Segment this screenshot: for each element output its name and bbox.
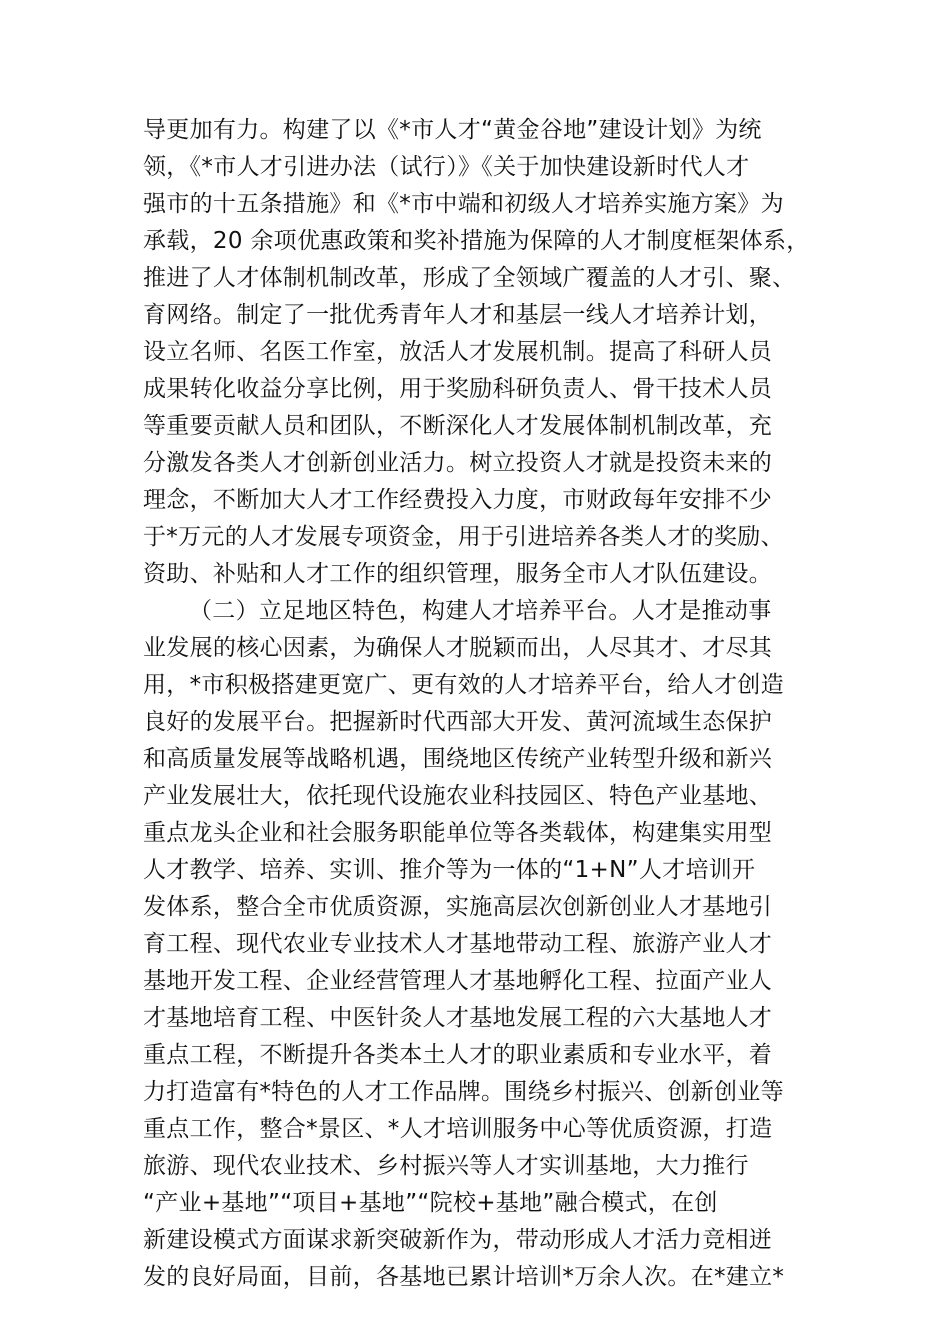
text-line: 育网络。制定了一批优秀青年人才和基层一线人才培养计划， — [143, 302, 773, 328]
text-line: 和高质量发展等战略机遇，围绕地区传统产业转型升级和新兴 — [143, 746, 773, 772]
text-line: 业发展的核心因素，为确保人才脱颖而出，人尽其才、才尽其 — [143, 635, 773, 661]
text-line: 产业发展壮大，依托现代设施农业科技园区、特色产业基地、 — [143, 783, 773, 809]
text-line: 旅游、现代农业技术、乡村振兴等人才实训基地，大力推行 — [143, 1153, 749, 1179]
text-line: 发体系，整合全市优质资源，实施高层次创新创业人才基地引 — [143, 894, 773, 920]
text-line: 分激发各类人才创新创业活力。树立投资人才就是投资未来的 — [143, 450, 773, 476]
text-line: 重点工作，整合*景区、*人才培训服务中心等优质资源，打造 — [143, 1116, 773, 1142]
text-line: 设立名师、名医工作室，放活人才发展机制。提高了科研人员 — [143, 339, 773, 365]
text-line: 发的良好局面，目前，各基地已累计培训*万余人次。在*建立* — [143, 1264, 785, 1290]
text-line: 导更加有力。构建了以《*市人才“黄金谷地”建设计划》为统 — [143, 117, 762, 143]
text-line: 新建设模式方面谋求新突破新作为，带动形成人才活力竞相迸 — [143, 1227, 773, 1253]
text-line: 成果转化收益分享比例，用于奖励科研负责人、骨干技术人员 — [143, 376, 773, 402]
text-line: 才基地培育工程、中医针灸人才基地发展工程的六大基地人才 — [143, 1005, 773, 1031]
text-line: 人才教学、培养、实训、推介等为一体的“1+N”人才培训开 — [143, 857, 756, 883]
text-line: “产业+基地”“项目+基地”“院校+基地”融合模式，在创 — [143, 1190, 718, 1216]
text-line: 于*万元的人才发展专项资金，用于引进培养各类人才的奖励、 — [143, 524, 784, 550]
text-line: 重点龙头企业和社会服务职能单位等各类载体，构建集实用型 — [143, 820, 773, 846]
text-line: 强市的十五条措施》和《*市中端和初级人才培养实施方案》为 — [143, 191, 784, 217]
text-line: 重点工程，不断提升各类本土人才的职业素质和专业水平，着 — [143, 1042, 773, 1068]
text-line: 理念，不断加大人才工作经费投入力度，市财政每年安排不少 — [143, 487, 773, 513]
text-line: 育工程、现代农业专业技术人才基地带动工程、旅游产业人才 — [143, 931, 773, 957]
text-line: 基地开发工程、企业经营管理人才基地孵化工程、拉面产业人 — [143, 968, 773, 994]
text-line: 用，*市积极搭建更宽广、更有效的人才培养平台，给人才创造 — [143, 672, 784, 698]
text-line: 资助、补贴和人才工作的组织管理，服务全市人才队伍建设。 — [143, 561, 773, 587]
text-line: 承载，20 余项优惠政策和奖补措施为保障的人才制度框架体系， — [143, 228, 810, 254]
text-line: 良好的发展平台。把握新时代西部大开发、黄河流域生态保护 — [143, 709, 773, 735]
text-line: 力打造富有*特色的人才工作品牌。围绕乡村振兴、创新创业等 — [143, 1079, 784, 1105]
body-text — [143, 112, 823, 1296]
section-heading-line: （二）立足地区特色，构建人才培养平台。人才是推动事 — [189, 598, 772, 624]
text-line: 等重要贡献人员和团队，不断深化人才发展体制机制改革，充 — [143, 413, 773, 439]
text-line: 推进了人才体制机制改革，形成了全领域广覆盖的人才引、聚、 — [143, 265, 796, 291]
text-line: 领，《*市人才引进办法（试行）》《关于加快建设新时代人才 — [143, 154, 750, 180]
